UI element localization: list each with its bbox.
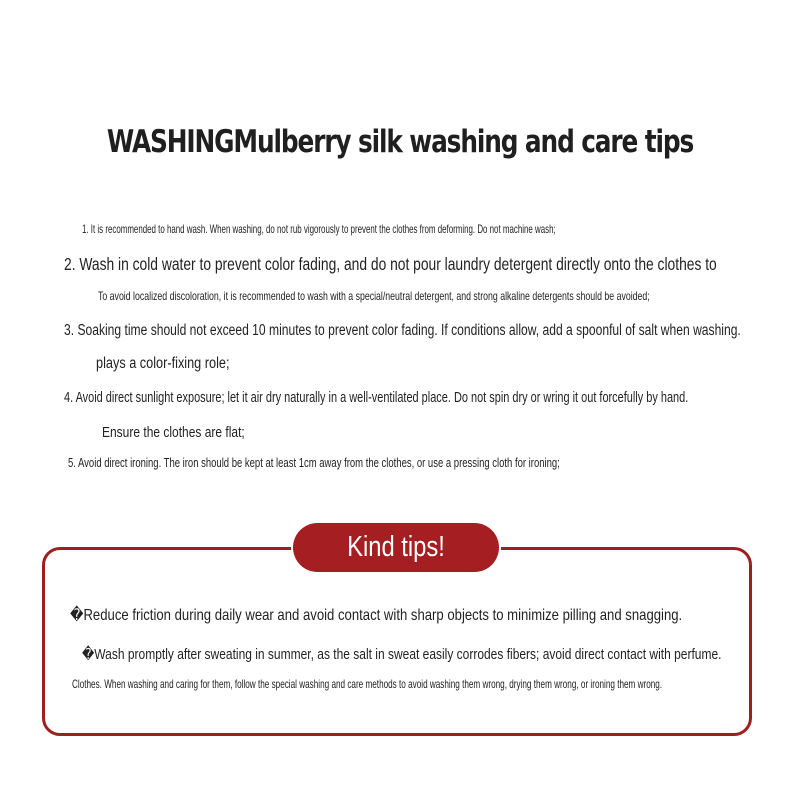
tip-item: �Wash promptly after sweating in summer, as the salt in sweat easily corrodes fibers; avoid direct contact with perfume. (82, 646, 722, 663)
instruction-line: 2. Wash in cold water to prevent color fading, and do not pour laundry detergent directly onto the clothes to (64, 254, 717, 274)
page-title: WASHINGMulberry silk washing and care tips (106, 124, 694, 160)
instruction-line: 3. Soaking time should not exceed 10 minutes to prevent color fading. If conditions allow, add a spoonful of salt when washing. (64, 322, 741, 339)
kind-tips-box (42, 547, 752, 736)
kind-tips-heading: Kind tips! (347, 531, 445, 563)
tip-item: Clothes. When washing and caring for them, follow the special washing and care methods to avoid washing them wrong, drying them wrong, or ironing them wrong. (72, 677, 663, 691)
instruction-line: plays a color-fixing role; (96, 355, 230, 372)
instruction-line: 1. It is recommended to hand wash. When washing, do not rub vigorously to prevent the clothes from deforming. Do not machine wash; (82, 222, 556, 236)
instruction-line: 4. Avoid direct sunlight exposure; let it air dry naturally in a well-ventilated place. Do not spin dry or wring it out forcefully by hand. (64, 389, 689, 406)
instruction-line: To avoid localized discoloration, it is recommended to wash with a special/neutral detergent, and strong alkaline detergents should be avoided; (98, 289, 650, 303)
instruction-line: Ensure the clothes are flat; (102, 424, 245, 441)
kind-tips-header (293, 523, 499, 572)
instruction-line: 5. Avoid direct ironing. The iron should be kept at least 1cm away from the clothes, or use a pressing cloth for ironing; (68, 455, 560, 470)
tip-item: �Reduce friction during daily wear and avoid contact with sharp objects to minimize pilling and snagging. (70, 607, 683, 624)
